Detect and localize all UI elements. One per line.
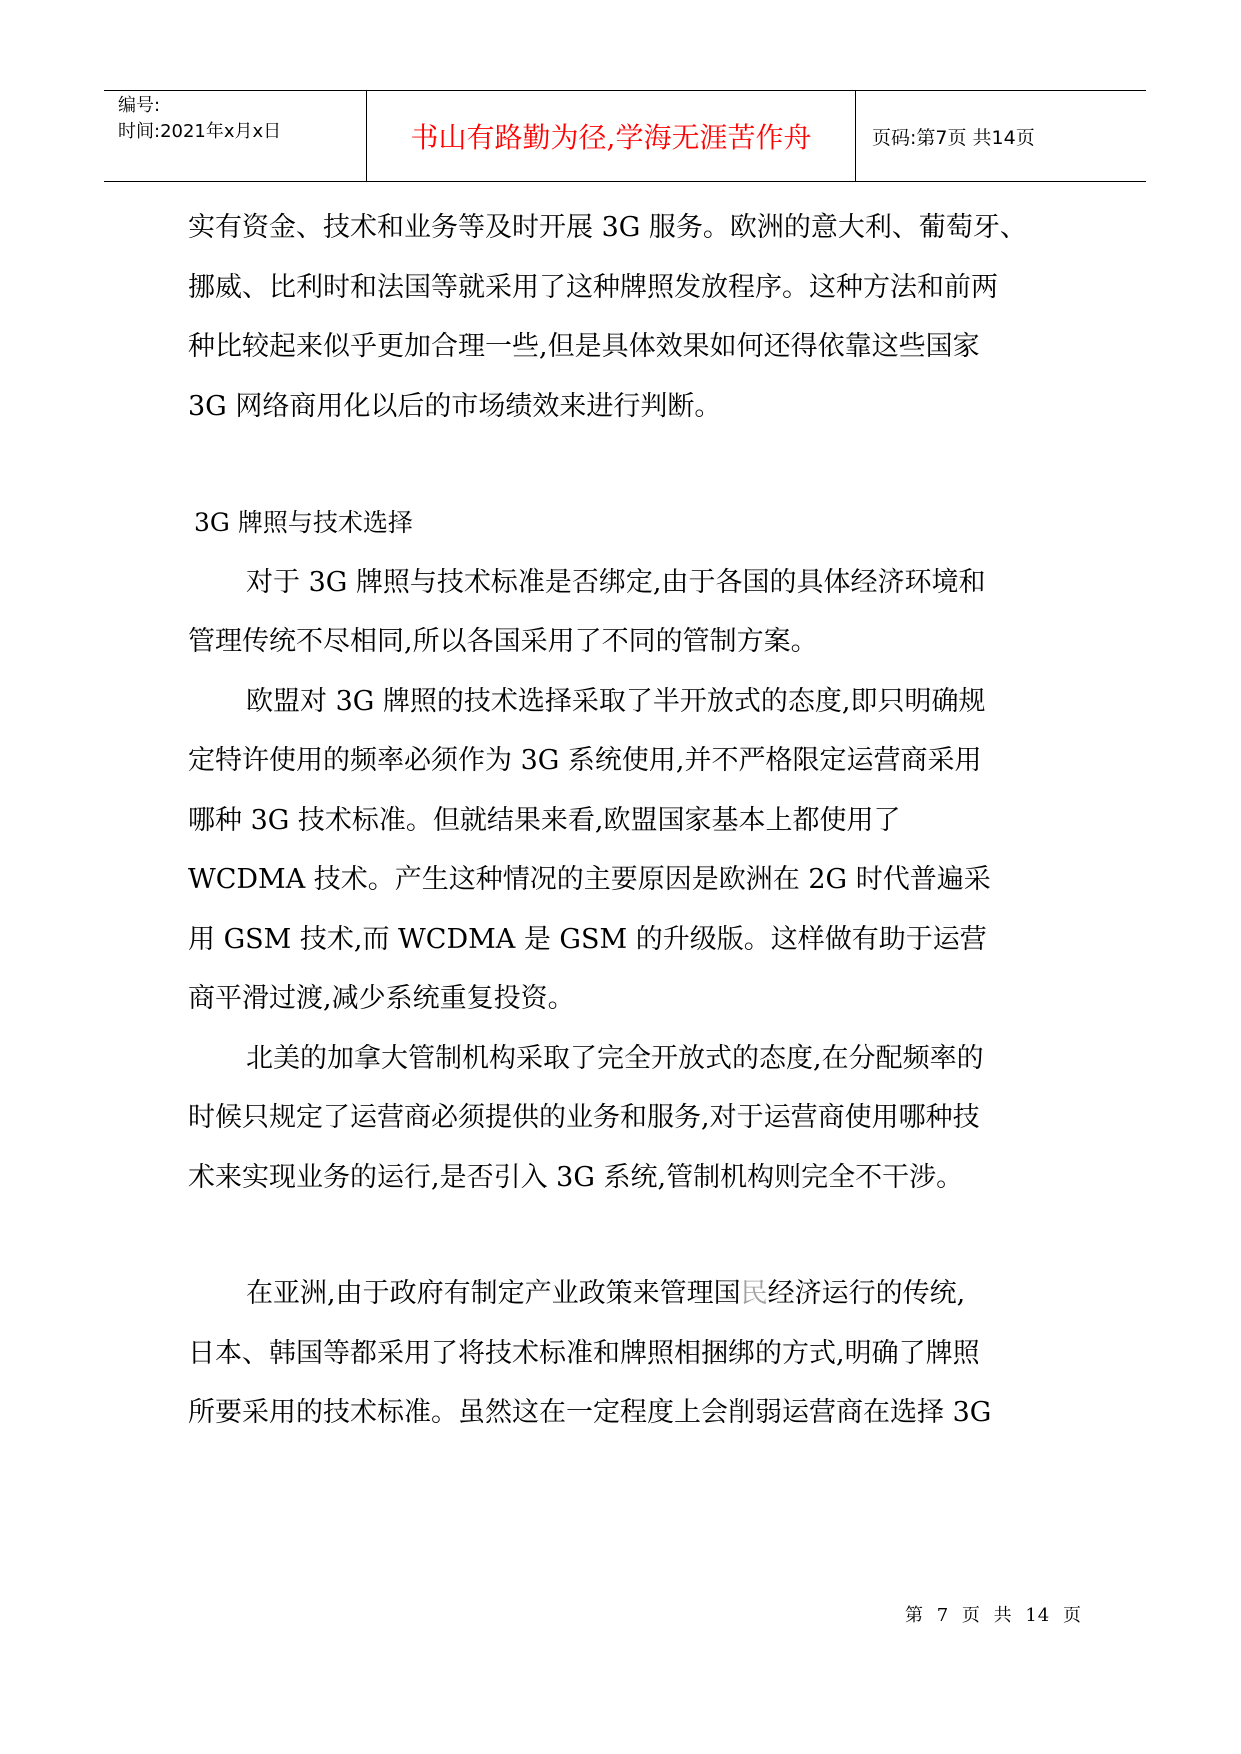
text-line: 商平滑过渡,减少系统重复投资。 — [188, 983, 575, 1014]
faint-character: 民 — [740, 1278, 768, 1309]
page-footer: 第 7 页 共 14 页 — [905, 1605, 1082, 1626]
text-line: 时候只规定了运营商必须提供的业务和服务,对于运营商使用哪种技 — [188, 1102, 980, 1133]
text-line: 哪种 3G 技术标准。但就结果来看,欧盟国家基本上都使用了 — [188, 804, 901, 836]
header-meta — [118, 93, 368, 145]
text-line: 日本、韩国等都采用了将技术标准和牌照相捆绑的方式,明确了牌照 — [188, 1337, 980, 1369]
text-line: 种比较起来似乎更加合理一些,但是具体效果如何还得依靠这些国家 — [188, 331, 980, 362]
text-segment: 经济运行的传统, — [767, 1278, 966, 1309]
text-segment: 在亚洲,由于政府有制定产业政策来管理国 — [246, 1278, 741, 1309]
text-line: 北美的加拿大管制机构采取了完全开放式的态度,在分配频率的 — [246, 1042, 984, 1074]
header-motto: 书山有路勤为径,学海无涯苦作舟 — [410, 121, 812, 154]
paragraph-2 — [188, 553, 1088, 672]
page-header — [104, 90, 1146, 182]
paragraph-3 — [188, 672, 1088, 1029]
header-page-info: 页码:第7页 共14页 — [872, 126, 1035, 149]
text-line: 术来实现业务的运行,是否引入 3G 系统,管制机构则完全不干涉。 — [188, 1161, 964, 1193]
text-line: WCDMA 技术。产生这种情况的主要原因是欧洲在 2G 时代普遍采 — [188, 864, 991, 895]
text-line: 定特许使用的频率必须作为 3G 系统使用,并不严格限定运营商采用 — [188, 745, 982, 776]
paragraph-4 — [188, 1029, 1088, 1208]
text-line: 对于 3G 牌照与技术标准是否绑定,由于各国的具体经济环境和 — [246, 566, 986, 598]
text-line — [188, 1264, 1088, 1324]
text-line: 用 GSM 技术,而 WCDMA 是 GSM 的升级版。这样做有助于运营 — [188, 923, 987, 955]
text-line: 实有资金、技术和业务等及时开展 3G 服务。欧洲的意大利、葡萄牙、 — [188, 212, 1027, 243]
document-body — [188, 198, 1088, 1443]
time-label: 时间:2021年x月x日 — [118, 121, 282, 142]
text-line: 管理传统不尽相同,所以各国采用了不同的管制方案。 — [188, 626, 818, 657]
paragraph-5 — [188, 1264, 1088, 1443]
text-line: 挪威、比利时和法国等就采用了这种牌照发放程序。这种方法和前两 — [188, 271, 998, 303]
text-line: 所要采用的技术标准。虽然这在一定程度上会削弱运营商在选择 3G — [188, 1397, 992, 1428]
text-line: 3G 网络商用化以后的市场绩效来进行判断。 — [188, 390, 722, 422]
paragraph-1 — [188, 198, 1088, 436]
text-line: 欧盟对 3G 牌照的技术选择采取了半开放式的态度,即只明确规 — [246, 685, 986, 717]
section-heading: 3G 牌照与技术选择 — [194, 508, 413, 537]
serial-number-label: 编号: — [118, 95, 161, 116]
header-divider — [855, 91, 856, 181]
